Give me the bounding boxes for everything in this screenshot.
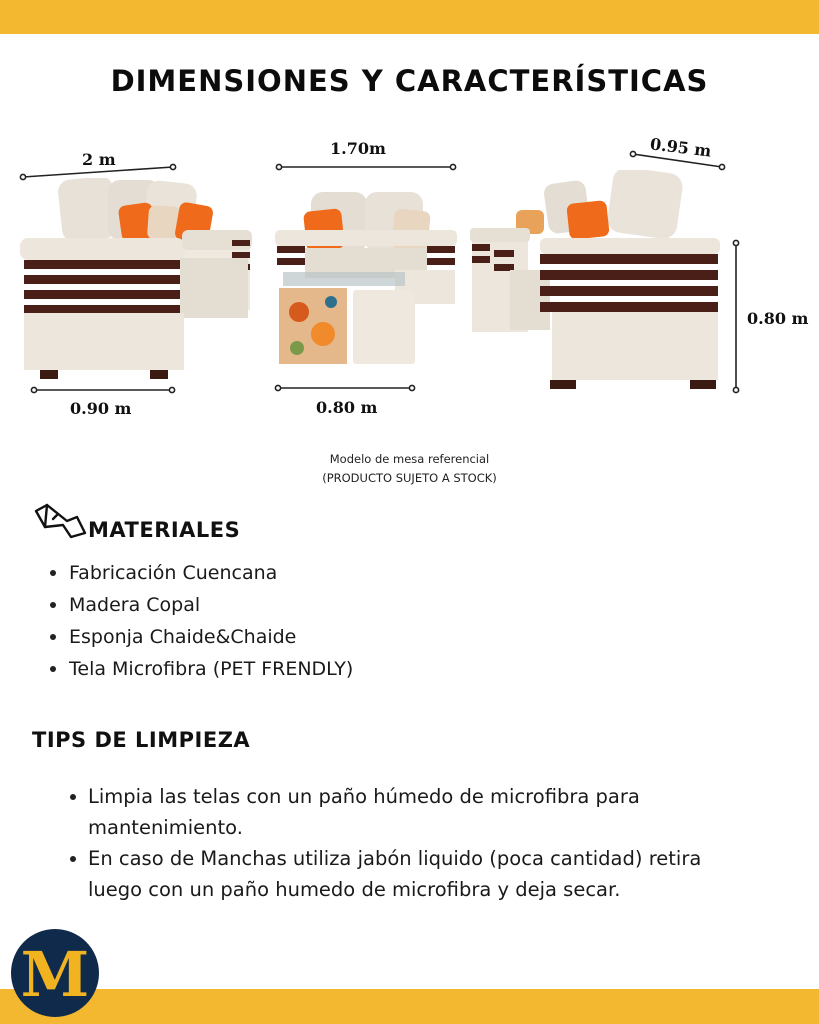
dim-height: 0.80 m [747,309,809,328]
materials-title: MATERIALES [88,518,241,542]
dim-sofa3-depth: 0.90 m [70,399,132,418]
dim-sofa2-width: 1.70m [330,139,386,158]
list-item: Madera Copal [50,590,353,622]
page-title: DIMENSIONES Y CARACTERÍSTICAS [110,64,709,98]
bottom-accent-bar [0,989,819,1024]
armchair-image [470,170,722,390]
list-item: Fabricación Cuencana [50,558,353,590]
materials-list [50,558,353,686]
three-seat-sofa-image [20,178,256,380]
list-item: Tela Microfibra (PET FRENDLY) [50,654,353,686]
dim-sofa2-depth: 0.80 m [316,398,378,417]
list-item: Esponja Chaide&Chaide [50,622,353,654]
caption-line-1: Modelo de mesa referencial [329,452,490,466]
dim-sofa3-width: 2 m [82,150,116,169]
logo-letter: M [20,938,90,1011]
dim-sofa1-width: 0.95 m [649,134,713,161]
two-seat-sofa-image [275,188,457,366]
list-item: En caso de Manchas utiliza jabón liquido (poca cantidad) retira luego con un paño humedo de microfibra y deja secar. [68,843,758,905]
caption-line-2: (PRODUCTO SUJETO A STOCK) [322,471,497,485]
list-item: Limpia las telas con un paño húmedo de microfibra para mantenimiento. [68,781,758,843]
cleaning-tips-list [68,781,758,905]
brand-logo [10,928,100,1018]
cleaning-tips-title: TIPS DE LIMPIEZA [32,728,251,752]
tape-measure-icon [33,503,89,539]
table-reference-caption [0,450,819,488]
